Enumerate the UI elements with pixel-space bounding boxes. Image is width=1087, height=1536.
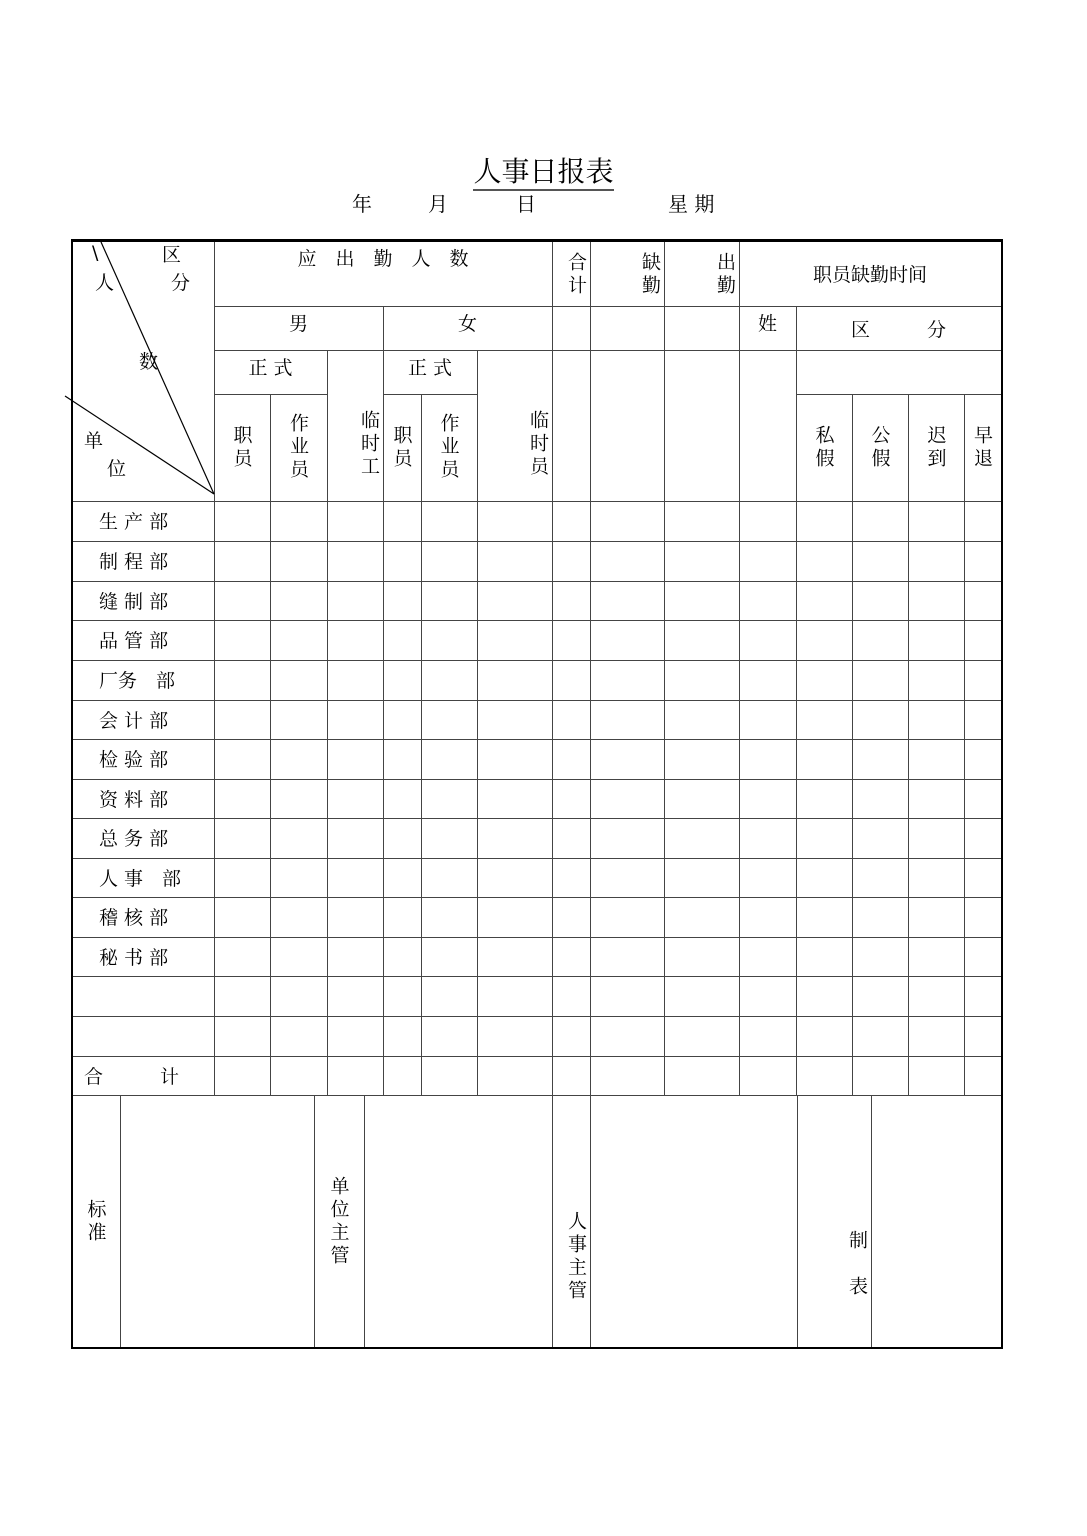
header-female: 女 — [383, 306, 553, 351]
header-temp-worker: 临时工 — [327, 350, 384, 502]
row-label: 厂务 部 — [72, 660, 215, 701]
corner-dan: 单 — [84, 430, 104, 452]
header-official-leave: 公假 — [852, 394, 909, 502]
corner-wei: 位 — [107, 458, 127, 480]
corner-shu: 数 — [139, 351, 159, 373]
header-operator-male: 作业员 — [270, 394, 328, 502]
footer-prepared-by-label: 制 表 — [797, 1095, 872, 1349]
header-personal-leave: 私假 — [796, 394, 853, 502]
footer-hr-supervisor-label: 人事主管 — [552, 1095, 591, 1349]
header-temp-staff: 临时员 — [477, 350, 553, 502]
row-label: 秘 书 部 — [72, 937, 215, 977]
row-label: 人 事 部 — [72, 858, 215, 898]
row-label: 稽 核 部 — [72, 897, 215, 938]
header-staff-absence-time: 职员缺勤时间 — [739, 240, 1002, 307]
header-late: 迟到 — [908, 394, 965, 502]
row-label: 缝 制 部 — [72, 581, 215, 621]
header-absent: 缺勤 — [590, 240, 665, 307]
header-staff-female: 职员 — [383, 394, 422, 502]
footer-standard-label: 标准 — [72, 1095, 121, 1349]
day-label: 日 — [516, 192, 536, 216]
row-label: 生 产 部 — [72, 501, 215, 542]
corner-backslash: \ — [92, 242, 99, 264]
header-category: 区 分 — [796, 306, 1002, 351]
header-operator-female: 作业员 — [421, 394, 478, 502]
month-label: 月 — [428, 192, 448, 216]
corner-qu: 区 — [162, 244, 182, 266]
row-label: 资 料 部 — [72, 779, 215, 819]
year-label: 年 — [352, 192, 372, 216]
corner-ren: 人 — [95, 272, 115, 294]
header-should-attend: 应 出 勤 人 数 — [214, 240, 553, 307]
row-label: 合 计 — [72, 1056, 215, 1096]
title-text: 人事日报表 — [473, 155, 613, 191]
footer-unit-supervisor-label: 单位主管 — [314, 1095, 365, 1349]
row-label: 制 程 部 — [72, 541, 215, 582]
header-male: 男 — [214, 306, 384, 351]
header-formal-male: 正 式 — [214, 350, 328, 395]
header-early-leave: 早退 — [964, 394, 1002, 502]
header-present: 出勤 — [664, 240, 740, 307]
row-label: 检 验 部 — [72, 739, 215, 780]
header-total: 合计 — [552, 240, 591, 307]
weekday-label: 星 期 — [668, 192, 715, 216]
header-staff-male: 职员 — [214, 394, 271, 502]
row-label: 品 管 部 — [72, 620, 215, 661]
header-formal-female: 正 式 — [383, 350, 478, 395]
header-name: 姓 — [739, 306, 797, 351]
row-label: 会 计 部 — [72, 700, 215, 740]
corner-fen: 分 — [171, 272, 191, 294]
row-label: 总 务 部 — [72, 818, 215, 859]
